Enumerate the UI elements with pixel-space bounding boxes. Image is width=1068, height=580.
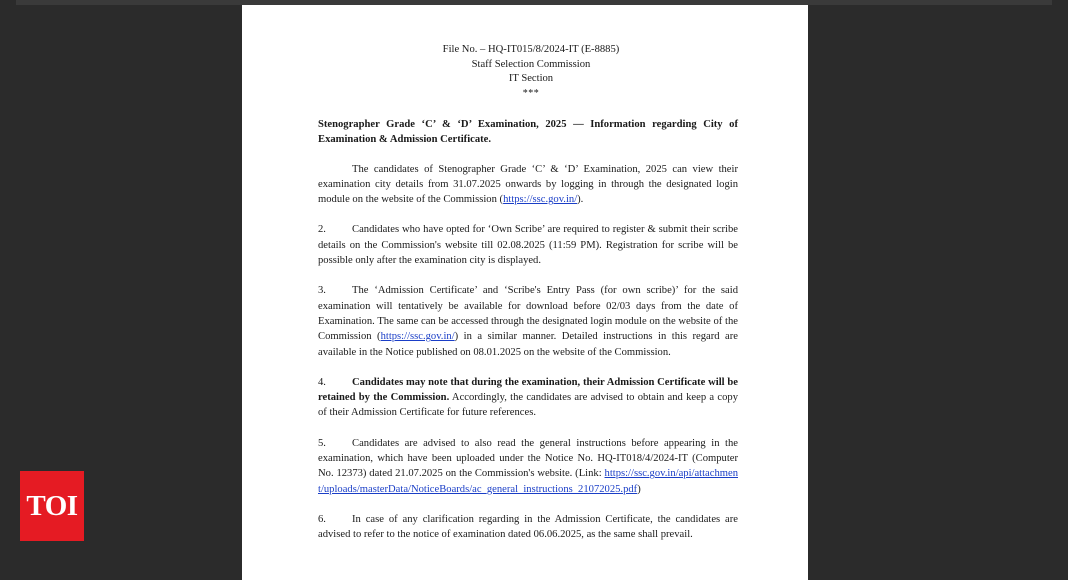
paragraph-number: 2. [318,224,326,236]
paragraph-4-text: Accordingly, the candidates are advised to obtain and keep a copy of their Admission Certificate for future references. [318,392,738,419]
paragraph-intro [318,162,738,208]
paragraph-5-text-after: ) [637,483,641,495]
ssc-website-link[interactable]: https://ssc.gov.in/ [380,331,455,343]
paragraph-number: 4. [318,376,326,388]
paragraph-5-text-before: Candidates are advised to also read the general instructions before appearing in the examination, which have been uploaded under the Notice No. HQ-IT018/4/2024-IT (Computer No. 12373) dated 21.07.2025 on the Commission's website. (Link: [318,437,738,480]
general-instructions-link[interactable]: https://ssc.gov.in/api/attachment/uploads/masterData/NoticeBoards/ac_general_instructions_21072025.pdf [318,468,738,495]
paragraph-number: 5. [318,437,326,449]
file-number: File No. – HQ-IT015/8/2024-IT (E-8885) [442,44,620,55]
paragraph-4-bold-text: Candidates may note that during the examination, their Admission Certificate will be retained by the Commission. [318,376,738,404]
organization-name: Staff Selection Commission [471,58,591,70]
notice-title: Stenographer Grade ‘C’ & ‘D’ Examination, 2025 — Information regarding City of Examination & Admission Certificate. [318,119,738,146]
paragraph-6 [318,512,738,543]
paragraph-3-text-after: ) in a similar manner. Detailed instructions in this regard are available in the Notice published on 08.01.2025 on the website of the Commission. [318,331,738,358]
paragraph-4 [318,375,738,421]
paragraph-number: 3. [318,285,326,297]
paragraph-3-text-before: The ‘Admission Certificate’ and ‘Scribe's Entry Pass (for own scribe)’ for the said examination will tentatively be available for download before 02/03 days from the date of Examination. The same can be accessed through the designated login module on the website of the Commission ( [318,285,738,343]
notice-body [318,117,738,558]
notice-header [242,43,808,101]
paragraph-2 [318,222,738,268]
paragraph-6-text: In case of any clarification regarding in the Admission Certificate, the candidates are advised to refer to the notice of examination dated 06.06.2025, as the same shall prevail. [318,513,738,541]
intro-text-before: The candidates of Stenographer Grade ‘C’ & ‘D’ Examination, 2025 can view their examination city details from 31.07.2025 onwards by logging in through the designated login module on the website of the Commission ( [318,163,738,206]
toi-logo: TOI [20,471,84,541]
intro-text-after: ). [577,194,584,206]
section-name: IT Section [508,73,554,84]
notice-page [242,5,808,580]
ssc-website-link[interactable]: https://ssc.gov.in/ [503,194,578,206]
header-stars: *** [522,87,540,99]
paragraph-number: 6. [318,513,326,525]
paragraph-5 [318,436,738,497]
paragraph-3 [318,283,738,359]
paragraph-2-text: Candidates who have opted for ‘Own Scribe’ are required to register & submit their scribe details on the Commission's website till 02.08.2025 (11:59 PM). Registration for scribe will be possible only after the examination city is displayed. [318,224,738,267]
